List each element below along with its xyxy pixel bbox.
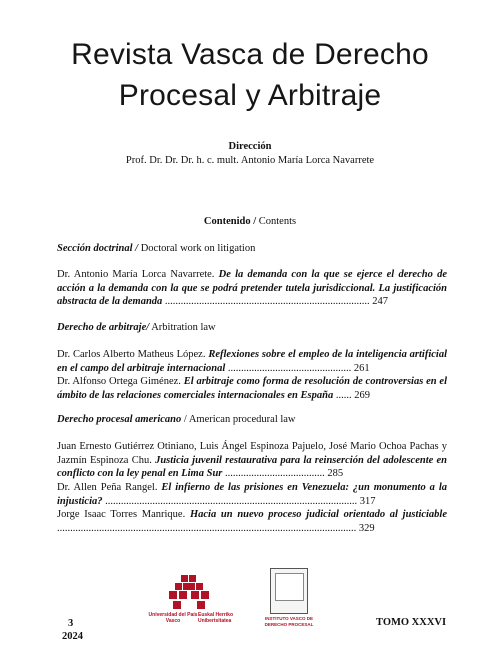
upv-name: Universidad del País Vasco [148,612,198,624]
entry-author: Dr. Allen Peña Rangel. [57,482,158,493]
entry-leader: ...................................... [222,468,325,479]
toc-entry[interactable] [57,348,447,375]
issue-number-year [62,617,83,643]
director-name: Prof. Dr. Dr. Dr. h. c. mult. Antonio María Lorca Navarrete [125,155,375,166]
toc-entry[interactable] [57,481,447,508]
entry-author: Dr. Antonio María Lorca Navarrete. [57,269,215,280]
ivdp-book-icon [270,568,308,614]
toc-entry[interactable] [57,375,447,402]
entry-author: Dr. Carlos Alberto Matheus López. [57,349,206,360]
entry-leader: ................................................................................................ [102,495,358,507]
entry-title: Reflexiones sobre el empleo de la inteligencia artificial en el campo del arbitraje internacional [57,349,447,374]
entry-page: 285 [327,468,344,479]
issue-year: 2024 [62,631,83,642]
entry-leader: .................................................................................................................. [57,522,357,534]
entry-title: Hacia un nuevo proceso judicial orientado al justiciable [189,509,448,520]
journal-title [0,34,500,116]
contents-label-es: Contenido / [203,216,257,227]
entry-title: El arbitraje como forma de resolución de controversias en el ámbito de las relaciones comerciales internacionales en España [57,376,447,401]
ivdp-name: INSTITUTO VASCO DE DERECHO PROCESAL [264,616,314,627]
entry-title: El infierno de las prisiones en Venezuela: ¿un monumento a la injusticia? [57,482,447,507]
journal-title-line-2: Procesal y Arbitraje [118,79,382,112]
toc-entry[interactable] [57,268,447,309]
section-heading-american: Derecho procesal americano / American procedural law [57,414,296,425]
entry-page: 317 [359,495,376,507]
entry-page: 247 [372,296,389,307]
entry-title: Justicia juvenil restaurativa para la reinserción del adolescente en conflicto con la ley penal en Lima Sur [57,454,448,479]
entry-page: 261 [353,362,370,374]
entry-author: Jorge Isaac Torres Manrique. [57,509,186,520]
entry-title: De la demanda con la que se ejerce el derecho de acción a la demanda con la que se podrá pretender tutela jurisdiccional. La justificación abstracta de la demanda [57,269,447,307]
entry-leader: ............................................... [225,362,352,374]
direction-label: Dirección [228,141,272,152]
issue-number: 3 [68,618,74,629]
entry-leader: .............................................................................. [162,296,370,307]
direction-block [0,140,500,168]
contents-label-en: Contents [256,216,297,227]
upv-name-eu: Euskal Herriko Unibertsitatea [198,612,234,624]
contents-heading [0,216,500,227]
volume-label: TOMO XXXVI [376,617,447,628]
journal-title-line-1: Revista Vasca de Derecho [71,38,429,71]
ivdp-logo [262,568,324,634]
toc-entry[interactable] [57,440,447,481]
toc-entry[interactable] [57,508,447,535]
entry-author: Dr. Alfonso Ortega Giménez. [57,376,181,387]
section-heading-arbitration: Derecho de arbitraje/ Arbitration law [57,322,216,333]
section-heading-doctrinal: Sección doctrinal / Doctoral work on litigation [57,243,256,254]
entry-leader: ...... [333,389,352,401]
entry-page: 329 [358,522,375,534]
upv-ehu-emblem-icon [169,575,209,609]
entry-author: Juan Ernesto Gutiérrez Otiniano, Luis Ángel Espinoza Pajuelo, José Mario Ochoa Pachas y Jazmín Espinoza Chu. [57,441,447,466]
entry-page: 269 [354,389,370,401]
